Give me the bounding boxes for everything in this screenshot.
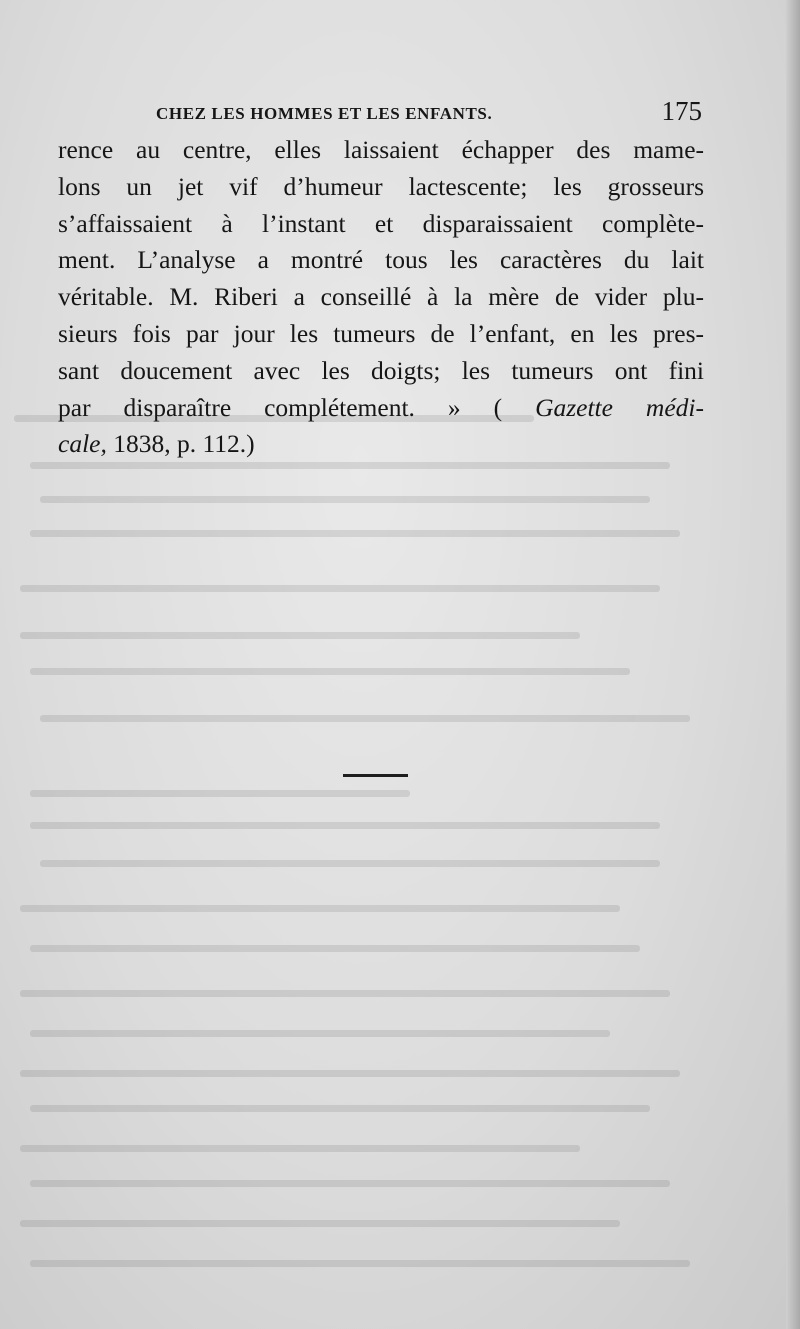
running-head xyxy=(60,96,706,132)
citation-details: 1838, p. 112.) xyxy=(106,429,255,459)
text-line: véritable. M. Riberi a conseillé à la mère de vider plu- xyxy=(58,282,704,312)
text-segment: par disparaître complétement. » ( xyxy=(58,392,536,422)
text-line: rence au centre, elles laissaient échapper des mame- xyxy=(58,135,704,164)
body-text xyxy=(58,132,704,463)
text-line: lons un jet vif d’humeur lactescente; les grosseurs xyxy=(58,171,704,201)
text-line: s’affaissaient à l’instant et disparaissaient complète- xyxy=(58,208,704,238)
page-number: 175 xyxy=(661,96,702,126)
text-line: sieurs fois par jour les tumeurs de l’enfant, en les pres- xyxy=(58,318,704,348)
show-through-text xyxy=(0,370,786,1329)
page-edge-shadow xyxy=(786,0,800,1329)
section-end-rule xyxy=(343,774,408,777)
text-line: sant doucement avec les doigts; les tumeurs ont fini xyxy=(58,355,704,385)
citation-line xyxy=(58,426,704,463)
journal-name: Gazette médi- xyxy=(535,392,704,422)
text-line xyxy=(58,390,704,427)
text-line: ment. L’analyse a montré tous les caractères du lait xyxy=(58,245,704,275)
running-title: CHEZ LES HOMMES ET LES ENFANTS. xyxy=(156,104,493,123)
journal-name-end: cale, xyxy=(58,429,107,459)
